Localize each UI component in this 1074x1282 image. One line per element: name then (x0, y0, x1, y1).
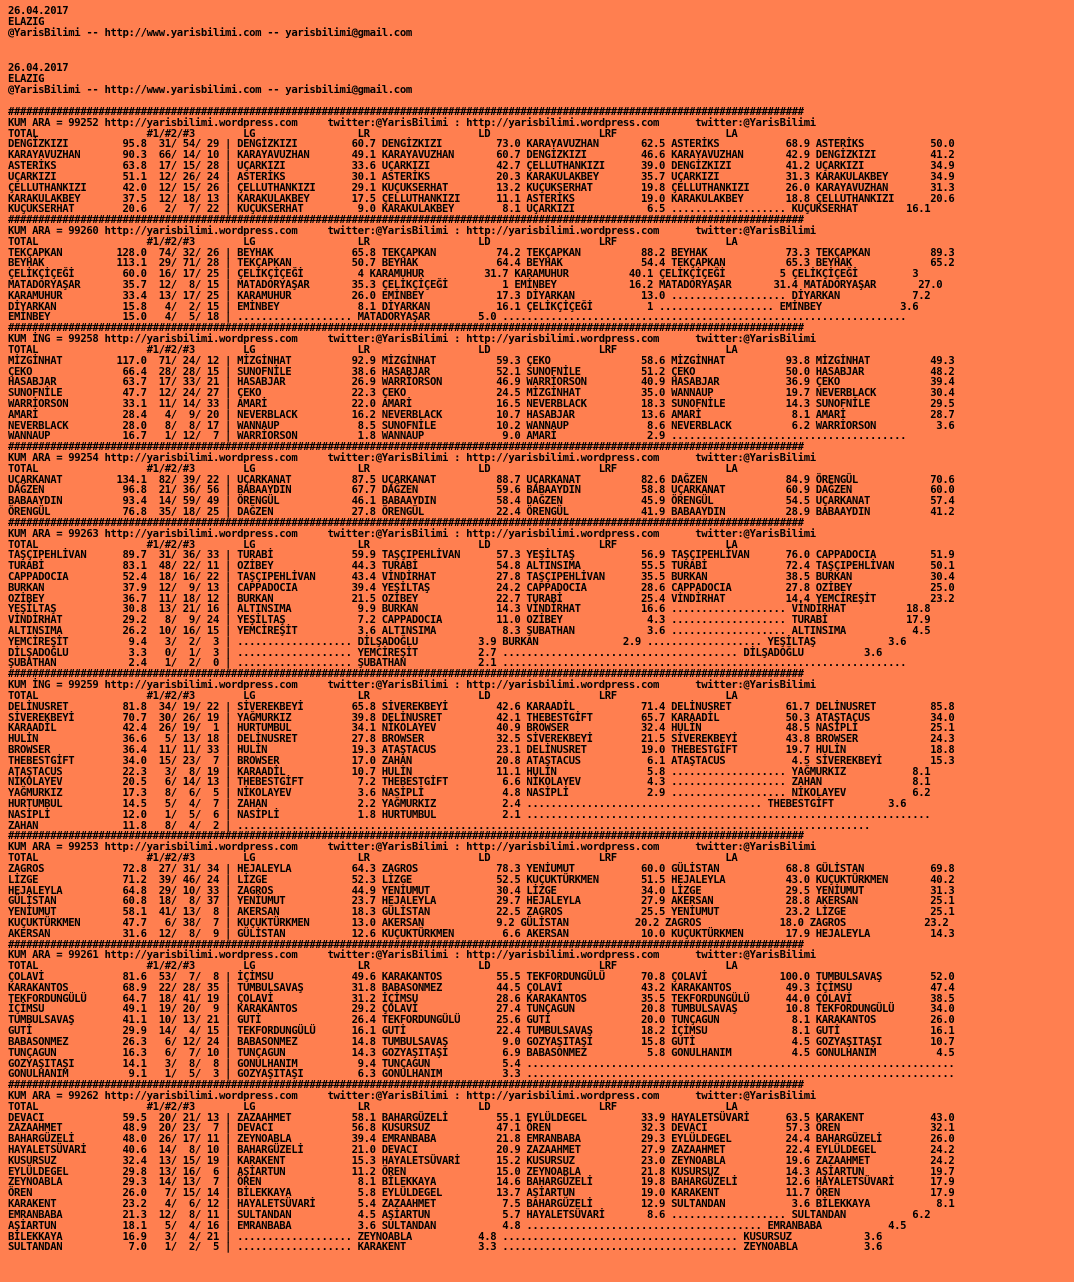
document-header-repeat (8, 63, 412, 95)
document-header (8, 6, 412, 38)
race-statistics-text: #################################################################################################################################### KUM ARA = 99252 http://yarisbilimi.wordpress.com twitter:@YarisBilimi : http://yarisbilimi.wordpress.com twitter:@YarisBilimi TOTAL #1/#2/#3 LG LR LD LRF LA DENGİZKIZI 95.8 31/ 54/ 29 | DENGİZKIZI 60.7 DENGİZKIZI 73.0 KARAYAVUZHAN 62.5 ASTERİKS 68.9 ASTERİKS 50.0 KARAYAVUZHAN 90.3 66/ 14/ 10 | KARAYAVUZHAN 49.1 KARAYAVUZHAN 60.7 DENGİZKIZI 46.6 KARAYAVUZHAN 42.9 DENGİZKIZI 41.2 ASTERİKS 63.8 17/ 15/ 28 | UÇARKIZI 33.6 UÇARKIZI 42.7 ÇELLUTHANKIZI 39.0 DENGİZKIZI 41.2 UÇARKIZI 34.9 UÇARKIZI 51.1 12/ 26/ 24 | ASTERİKS 30.1 ASTERİKS 20.3 KARAKULAKBEY 35.7 UÇARKIZI 31.3 KARAKULAKBEY 34.9 ÇELLUTHANKIZI 42.0 12/ 15/ 26 | ÇELLUTHANKIZI 29.1 KUÇUKSERHAT 13.2 KUÇUKSERHAT 19.8 ÇELLUTHANKIZI 26.0 KARAYAVUZHAN 31.3 KARAKULAKBEY 37.5 12/ 18/ 13 | KARAKULAKBEY 17.5 ÇELLUTHANKIZI 11.1 ASTERİKS 19.0 KARAKULAKBEY 18.8 ÇELLUTHANKIZI 20.6 KUÇUKSERHAT 20.6 2/ 7/ 22 | KUÇUKSERHAT 9.0 KARAKULAKBEY 8.1 UÇARKIZI 6.5 ................... KUÇUKSERHAT 16.1 #################################################################################################################################### KUM ARA = 99260 http://yarisbilimi.wordpress.com twitter:@YarisBilimi : http://yarisbilimi.wordpress.com twitter:@YarisBilimi TOTAL #1/#2/#3 LG LR LD LRF LA TEKÇAPKAN 128.0 74/ 32/ 26 | BEYHAK 65.8 TEKÇAPKAN 74.2 TEKÇAPKAN 88.2 BEYHAK 73.3 TEKÇAPKAN 89.3 BEYHAK 113.1 29/ 71/ 28 | TEKÇAPKAN 50.7 BEYHAK 64.4 BEYHAK 54.4 TEKÇAPKAN 65.3 BEYHAK 65.2 ÇELİKÇİÇEĞİ 60.0 16/ 17/ 25 | ÇELİKÇİÇEĞİ 4 KARAMUHUR 31.7 KARAMUHUR 40.1 ÇELİKÇİÇEĞİ 5 ÇELİKÇİÇEĞİ 3 MATADORYAŞAR 35.7 12/ 8/ 15 | MATADORYAŞAR 35.3 ÇELİKÇİÇEĞİ 1 EMİNBEY 16.2 MATADORYAŞAR 31.4 MATADORYAŞAR 27.0 KARAMUHUR 33.4 13/ 17/ 25 | KARAMUHUR 26.0 EMİNBEY 17.3 DİYARKAN 13.0 ................... DİYARKAN 7.2 DİYARKAN 15.8 4/ 2/ 15 | EMİNBEY 8.1 DİYARKAN 16.1 ÇELİKÇİÇEĞİ 1 ................... EMİNBEY 3.6 EMİNBEY 15.0 4/ 5/ 18 | ................... MATADORYAŞAR 5.0 ................................................................... #################################################################################################################################### KUM İNG = 99258 http://yarisbilimi.wordpress.com twitter:@YarisBilimi : http://yarisbilimi.wordpress.com twitter:@YarisBilimi TOTAL #1/#2/#3 LG LR LD LRF LA MİZGİNHAT 117.0 71/ 24/ 12 | MİZGİNHAT 92.9 MİZGİNHAT 59.3 ÇEKO 58.6 MİZGİNHAT 93.8 MİZGİNHAT 49.3 ÇEKO 66.4 28/ 28/ 15 | SUNOFNİLE 38.6 HASABJAR 52.1 SUNOFNİLE 51.2 ÇEKO 50.0 HASABJAR 48.2 HASABJAR 63.7 17/ 33/ 21 | HASABJAR 26.9 WARRİORSON 46.9 WARRİORSON 40.9 HASABJAR 36.9 ÇEKO 39.4 SUNOFNİLE 47.7 12/ 24/ 27 | ÇEKO 22.3 ÇEKO 24.5 MİZGİNHAT 35.0 WANNAUP 19.7 NEVERBLACK 30.4 WARRİORSON 33.1 11/ 14/ 33 | AMARİ 22.0 AMARİ 16.5 NEVERBLACK 18.3 SUNOFNİLE 14.3 SUNOFNİLE 29.5 AMARİ 28.4 4/ 9/ 20 | NEVERBLACK 16.2 NEVERBLACK 10.7 HASABJAR 13.6 AMARİ 8.1 AMARİ 28.7 NEVERBLACK 28.0 8/ 8/ 17 | WANNAUP 8.5 SUNOFNİLE 10.2 WANNAUP 8.6 NEVERBLACK 6.2 WARRİORSON 3.6 WANNAUP 16.7 1/ 12/ 7 | WARRİORSON 1.8 WANNAUP 9.0 AMARİ 2.9 ....................................... #################################################################################################################################### KUM ARA = 99254 http://yarisbilimi.wordpress.com twitter:@YarisBilimi : http://yarisbilimi.wordpress.com twitter:@YarisBilimi TOTAL #1/#2/#3 LG LR LD LRF LA UÇARKANAT 134.1 82/ 39/ 22 | UÇARKANAT 87.5 UÇARKANAT 88.7 UÇARKANAT 82.6 DAĞZEN 84.9 ÖRENGÜL 70.6 DAĞZEN 96.8 21/ 36/ 56 | BABAAYDIN 67.7 DAĞZEN 59.6 BABAAYDIN 58.8 UÇARKANAT 60.9 DAĞZEN 60.0 BABAAYDIN 93.4 14/ 59/ 49 | ÖRENGÜL 46.1 BABAAYDIN 58.4 DAĞZEN 45.9 ÖRENGÜL 54.5 UÇARKANAT 57.4 ÖRENGÜL 76.8 35/ 18/ 25 | DAĞZEN 27.8 ÖRENGÜL 22.4 ÖRENGÜL 41.9 BABAAYDIN 28.9 BABAAYDIN 41.2 #################################################################################################################################### KUM ARA = 99263 http://yarisbilimi.wordpress.com twitter:@YarisBilimi : http://yarisbilimi.wordpress.com twitter:@YarisBilimi TOTAL #1/#2/#3 LG LR LD LRF LA TAŞÇIPEHLİVAN 89.7 31/ 36/ 33 | TURABİ 59.9 TAŞÇIPEHLİVAN 57.3 YEŞİLTAŞ 56.9 TAŞÇIPEHLİVAN 76.0 CAPPADOCIA 51.9 TURABİ 83.1 48/ 22/ 11 | OZİBEY 44.3 TURABİ 54.8 ALTINSIMA 55.5 TURABİ 72.4 TAŞÇIPEHLİVAN 50.1 CAPPADOCIA 52.4 18/ 16/ 22 | TAŞÇIPEHLİVAN 43.4 VİNDİRHAT 27.8 TAŞÇIPEHLİVAN 35.5 BURKAN 38.5 BURKAN 30.4 BURKAN 37.9 12/ 9/ 13 | CAPPADOCIA 39.4 YEŞİLTAŞ 24.2 CAPPADOCIA 28.6 CAPPADOCIA 27.8 OZİBEY 25.0 OZİBEY 36.7 11/ 18/ 12 | BURKAN 21.5 OZİBEY 22.7 TURABİ 25.4 VİNDİRHAT 14.4 YEMCİREŞİT 23.2 YEŞİLTAŞ 30.8 13/ 21/ 16 | ALTINSIMA 9.9 BURKAN 14.3 VİNDİRHAT 16.6 ................... VİNDİRHAT 18.8 VİNDİRHAT 29.2 8/ 9/ 24 | YEŞİLTAŞ 7.2 CAPPADOCIA 11.0 OZİBEY 4.3 ................... TURABİ 17.9 ALTINSIMA 26.2 10/ 16/ 15 | YEMCİREŞİT 3.6 ALTINSIMA 8.3 ŞUBATHAN 3.6 ................... ALTINSIMA 4.5 YEMCİREŞİT 9.4 3/ 2/ 3 | ................... DİLŞADOĞLU 3.9 BURKAN 2.9 ................... YEŞİLTAŞ 3.6 DİLŞADOĞLU 3.3 0/ 1/ 3 | ................... YEMCİREŞİT 2.7 ....................................... DİLŞADOĞLU 3.6 ŞUBATHAN 2.4 1/ 2/ 0 | ................... ŞUBATHAN 2.1 ................................................................... #################################################################################################################################### KUM İNG = 99259 http://yarisbilimi.wordpress.com twitter:@YarisBilimi : http://yarisbilimi.wordpress.com twitter:@YarisBilimi TOTAL #1/#2/#3 LG LR LD LRF LA DELİNUSRET 81.8 34/ 19/ 22 | SİVEREKBEYİ 65.8 SİVEREKBEYİ 42.6 KARAADİL 71.4 DELİNUSRET 61.7 DELİNUSRET 85.8 SİVEREKBEYİ 70.7 30/ 26/ 19 | YAĞMURKIZ 39.8 DELİNUSRET 42.1 THEBESTGİFT 65.7 KARAADİL 50.3 ATAŞTACUS 34.0 KARAADİL 42.4 26/ 19/ 1 | HURTUMBUL 34.1 NİKOLAYEV 40.9 BROWSER 32.4 HULİN 48.5 NASİPLİ 25.1 HULİN 36.6 5/ 13/ 18 | DELİNUSRET 27.8 BROWSER 32.5 SİVEREKBEYİ 21.5 SİVEREKBEYİ 43.8 BROWSER 24.3 BROWSER 36.4 11/ 11/ 33 | HULİN 19.3 ATAŞTACUS 23.1 DELİNUSRET 19.0 THEBESTGİFT 19.7 HULİN 18.8 THEBESTGİFT 34.0 15/ 23/ 7 | BROWSER 17.0 ZAHAN 20.8 ATAŞTACUS 6.1 ATAŞTACUS 4.5 SİVEREKBEYİ 15.3 ATAŞTACUS 22.3 3/ 8/ 19 | KARAADİL 10.7 HULİN 11.1 HULİN 5.8 ................... YAĞMURKIZ 8.1 NİKOLAYEV 20.5 6/ 14/ 13 | THEBESTGİFT 7.2 THEBESTGİFT 6.6 NİKOLAYEV 4.3 ................... ZAHAN 8.1 YAĞMURKIZ 17.3 8/ 6/ 5 | NİKOLAYEV 3.6 NASİPLİ 4.8 NASİPLİ 2.9 ................... NİKOLAYEV 6.2 HURTUMBUL 14.5 5/ 4/ 7 | ZAHAN 2.2 YAĞMURKIZ 2.4 ....................................... THEBESTGİFT 3.6 NASİPLİ 12.0 1/ 5/ 6 | NASİPLİ 1.8 HURTUMBUL 2.1 ................................................................... ZAHAN 11.8 8/ 4/ 2 | ......................................................................................................... #################################################################################################################################### KUM ARA = 99253 http://yarisbilimi.wordpress.com twitter:@YarisBilimi : http://yarisbilimi.wordpress.com twitter:@YarisBilimi TOTAL #1/#2/#3 LG LR LD LRF LA ZAGROS 72.8 27/ 31/ 34 | HEJALEYLA 64.3 ZAGROS 78.3 YENİUMUT 60.0 GÜLİSTAN 68.8 GÜLİSTAN 69.8 LİZGE 71.2 39/ 46/ 24 | LİZGE 52.3 LİZGE 52.5 KUÇUKTÜRKMEN 51.5 HEJALEYLA 43.0 KUÇUKTÜRKMEN 40.2 HEJALEYLA 64.8 29/ 10/ 33 | ZAGROS 44.9 YENİUMUT 30.4 LİZGE 34.0 LİZGE 29.5 YENİUMUT 31.3 GÜLİSTAN 60.8 18/ 8/ 37 | YENİUMUT 23.7 HEJALEYLA 29.7 HEJALEYLA 27.9 AKERSAN 28.8 AKERSAN 25.1 YENİUMUT 58.1 41/ 13/ 8 | AKERSAN 18.3 GÜLİSTAN 22.5 ZAGROS 25.5 YENİUMUT 23.2 LİZGE 25.1 KUÇUKTÜRKMEN 47.7 6/ 38/ 7 | KUÇUKTÜRKMEN 13.0 AKERSAN 9.2 GÜLİSTAN 20.2 ZAGROS 18.0 ZAGROS 23.2 AKERSAN 31.6 12/ 8/ 9 | GÜLİSTAN 12.6 KUÇUKTÜRKMEN 6.6 AKERSAN 10.0 KUÇUKTÜRKMEN 17.9 HEJALEYLA 14.3 #################################################################################################################################### KUM ARA = 99261 http://yarisbilimi.wordpress.com twitter:@YarisBilimi : http://yarisbilimi.wordpress.com twitter:@YarisBilimi TOTAL #1/#2/#3 LG LR LD LRF LA ÇOLAVİ 81.6 53/ 7/ 8 | İÇİMSU 49.6 KARAKANTOS 55.5 TEKFORDUNGÜLÜ 70.8 ÇOLAVİ 100.0 TUMBULSAVAŞ 52.0 KARAKANTOS 68.9 22/ 28/ 35 | TUMBULSAVAŞ 31.8 BABASONMEZ 44.5 ÇOLAVİ 43.2 KARAKANTOS 49.3 İÇİMSU 47.4 TEKFORDUNGÜLÜ 64.7 18/ 41/ 19 | ÇOLAVİ 31.2 İÇİMSU 28.6 KARAKANTOS 35.5 TEKFORDUNGÜLÜ 44.0 ÇOLAVİ 38.5 İÇİMSU 49.1 19/ 20/ 9 | KARAKANTOS 29.2 ÇOLAVİ 27.4 TUNÇAGUN 20.8 TUMBULSAVAŞ 10.8 TEKFORDUNGÜLÜ 34.0 TUMBULSAVAŞ 41.1 10/ 13/ 21 | GUTİ 26.4 TEKFORDUNGÜLÜ 25.6 GUTİ 20.0 TUNÇAGUN 8.1 KARAKANTOS 26.0 GUTİ 29.9 14/ 4/ 15 | TEKFORDUNGÜLÜ 16.1 GUTİ 22.4 TUMBULSAVAŞ 18.2 İÇİMSU 8.1 GUTİ 16.1 BABASONMEZ 26.3 6/ 12/ 24 | BABASONMEZ 14.8 TUMBULSAVAŞ 9.0 GOZYAŞITAŞI 15.8 GUTİ 4.5 GOZYAŞITAŞI 10.7 TUNÇAGUN 16.3 6/ 7/ 10 | TUNÇAGUN 14.3 GOZYAŞITAŞI 6.9 BABASONMEZ 5.8 GONULHANIM 4.5 GONULHANIM 4.5 GOZYAŞITAŞI 14.1 3/ 8/ 8 | GONULHANIM 9.4 TUNÇAGUN 5.4 ....................................................................... GONULHANIM 9.1 1/ 5/ 3 | GOZYAŞITAŞI 6.3 GONULHANIM 3.3 ....................................................................... #################################################################################################################################### KUM ARA = 99262 http://yarisbilimi.wordpress.com twitter:@YarisBilimi : http://yarisbilimi.wordpress.com twitter:@YarisBilimi TOTAL #1/#2/#3 LG LR LD LRF LA DEVACI 59.5 20/ 21/ 13 | ZAZAAHMET 58.1 BAHARGÜZELİ 55.1 EYLÜLDEGEL 33.9 HAYALETSÜVARİ 63.5 KARAKENT 43.0 ZAZAAHMET 48.9 20/ 23/ 7 | DEVACI 56.8 KUSURSUZ 47.1 ÖREN 32.3 DEVACI 57.3 ÖREN 32.1 BAHARGÜZELİ 48.0 26/ 17/ 11 | ZEYNOABLA 39.4 EMRANBABA 21.8 EMRANBABA 29.3 EYLÜLDEGEL 24.4 BAHARGÜZELİ 26.0 HAYALETSÜVARİ 40.6 14/ 8/ 10 | BAHARGÜZELİ 21.0 DEVACI 20.9 ZAZAAHMET 27.9 ZAZAAHMET 22.4 EYLÜLDEGEL 24.2 KUSURSUZ 32.4 13/ 15/ 19 | KARAKENT 15.3 HAYALETSÜVARİ 15.2 KUSURSUZ 23.0 ZEYNOABLA 19.6 ZAZAAHMET 24.2 EYLÜLDEGEL 29.8 13/ 16/ 6 | AŞİARTUN 11.2 ÖREN 15.0 ZEYNOABLA 21.8 KUSURSUZ 14.3 AŞİARTUN 19.7 ZEYNOABLA 29.3 14/ 13/ 7 | ÖREN 8.1 BİLEKKAYA 14.6 BAHARGÜZELİ 19.8 BAHARGÜZELİ 12.6 HAYALETSÜVARİ 17.9 ÖREN 26.0 7/ 15/ 14 | BİLEKKAYA 5.8 EYLÜLDEGEL 13.7 AŞİARTUN 19.0 KARAKENT 11.7 ÖREN 17.9 KARAKENT 23.2 4/ 6/ 12 | HAYALETSÜVARİ 5.4 ZAZAAHMET 7.5 BAHARGÜZELİ 12.9 SULTANDAN 3.6 BİLEKKAYA 8.1 EMRANBABA 21.3 12/ 8/ 11 | SULTANDAN 4.5 AŞİARTUN 5.7 HAYALETSÜVARİ 8.6 ................... SULTANDAN 6.2 AŞİARTUN 18.1 5/ 4/ 16 | EMRANBABA 3.6 SULTANDAN 4.8 ....................................... EMRANBABA 4.5 BİLEKKAYA 16.9 3/ 4/ 21 | ................... ZEYNOABLA 4.8 ....................................... KUSURSUZ 3.6 SULTANDAN 7.0 1/ 2/ 5 | ................... KARAKENT 3.3 ....................................... ZEYNOABLA 3.6 (8, 106, 955, 1254)
header-city: ELAZIG (8, 15, 45, 28)
header-date: 26.04.2017 (8, 5, 69, 17)
header-repeat-credits: @YarisBilimi -- http://www.yarisbilimi.com -- yarisbilimi@gmail.com (8, 83, 412, 96)
header-repeat-city: ELAZIG (8, 72, 45, 85)
header-repeat-date: 26.04.2017 (8, 62, 69, 74)
header-credits: @YarisBilimi -- http://www.yarisbilimi.com -- yarisbilimi@gmail.com (8, 26, 412, 39)
